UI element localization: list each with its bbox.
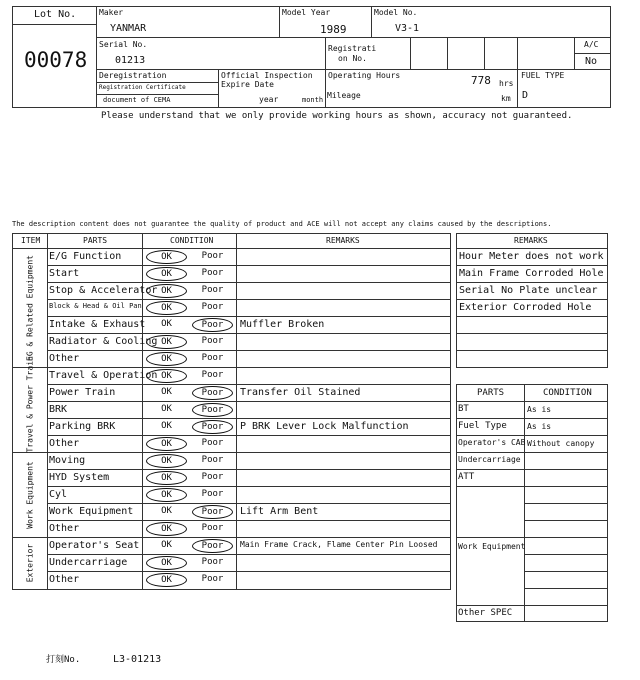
remark-line: Main Frame Corroded Hole [459, 268, 604, 279]
ok-marker-selected: OK [146, 556, 187, 570]
divider [96, 94, 218, 95]
part-label: Moving [49, 455, 86, 466]
row-divider [524, 605, 608, 606]
part-label: Power Train [49, 387, 116, 398]
ok-marker: OK [161, 404, 172, 414]
row-divider [524, 554, 608, 555]
right-part-condition: As is [527, 422, 552, 431]
divider [12, 24, 96, 25]
part-label: Start [49, 268, 80, 279]
col-condition-header: CONDITION [170, 236, 214, 245]
row-divider [456, 605, 524, 606]
stamp-value: L3-01213 [113, 654, 162, 665]
ok-marker-selected: OK [146, 454, 187, 468]
poor-marker: Poor [201, 523, 224, 533]
part-label: BRK [49, 404, 68, 415]
registration-label: on No. [338, 54, 367, 63]
part-label: Parking BRK [49, 421, 116, 432]
row-divider [47, 486, 451, 487]
remark-line: Serial No Plate unclear [459, 285, 598, 296]
poor-marker: Poor [201, 370, 224, 380]
disclaimer: The description content does not guarantee the quality of product and ACE will not accept any claims caused by the descriptions. [12, 220, 552, 228]
row-divider [524, 520, 608, 521]
official-inspection-label: Official Inspection [221, 71, 313, 80]
group-label: Work Equipment [25, 460, 34, 529]
ok-marker-selected: OK [146, 471, 187, 485]
part-label: Work Equipment [49, 506, 134, 517]
hours-note: Please understand that we only provide working hours as shown, accuracy not guaranteed. [101, 111, 573, 121]
right-part-condition: Without canopy [527, 439, 595, 448]
operating-hours-value: 778 [471, 74, 491, 87]
ok-marker-selected: OK [146, 437, 187, 451]
col-item-header: ITEM [21, 236, 41, 245]
remark-text: Main Frame Crack, Flame Center Pin Loosed [240, 540, 438, 549]
ok-marker: OK [161, 540, 172, 550]
right-part-label: Operator's CAB [458, 438, 526, 447]
right-condition-header: CONDITION [543, 388, 592, 398]
right-remarks-header: REMARKS [514, 236, 548, 245]
part-label: Other [49, 438, 80, 449]
part-label: Other [49, 574, 80, 585]
row-divider [47, 282, 451, 283]
ok-marker: OK [161, 319, 172, 329]
poor-marker: Poor [201, 302, 224, 312]
cema-document-label: document of CEMA [103, 96, 171, 104]
row-divider [12, 537, 451, 538]
poor-marker-selected: Poor [192, 505, 233, 519]
row-divider [456, 537, 524, 538]
row-divider [47, 316, 451, 317]
poor-marker: Poor [201, 285, 224, 295]
serial-value: 01213 [115, 55, 146, 66]
poor-marker-selected: Poor [192, 539, 233, 553]
right-parts-header: PARTS [477, 388, 505, 398]
divider [12, 248, 451, 249]
ok-marker: OK [161, 506, 172, 516]
divider [410, 37, 411, 69]
fuel-type-label: FUEL TYPE [521, 71, 565, 80]
ok-marker: OK [161, 387, 172, 397]
row-divider [456, 282, 608, 283]
poor-marker-selected: Poor [192, 318, 233, 332]
lot-label: Lot No. [34, 9, 77, 20]
col-parts-header: PARTS [83, 236, 108, 245]
year-label: year [259, 95, 279, 104]
divider [456, 401, 608, 402]
ac-value: No [585, 56, 598, 67]
divider [218, 69, 219, 108]
hrs-unit: hrs [499, 79, 514, 88]
right-part-condition: As is [527, 405, 552, 414]
remark-text: Transfer Oil Stained [240, 387, 361, 398]
row-divider [47, 469, 451, 470]
right-part-label: ATT [458, 472, 475, 482]
row-divider [12, 367, 451, 368]
row-divider [456, 333, 608, 334]
col-remarks-header: REMARKS [326, 236, 360, 245]
part-label: Undercarriage [49, 557, 128, 568]
row-divider [47, 384, 451, 385]
part-label: HYD System [49, 472, 110, 483]
row-divider [47, 299, 451, 300]
row-divider [456, 316, 608, 317]
row-divider [524, 588, 608, 589]
part-label: Operator's Seat [49, 540, 140, 551]
model-no-label: Model No. [374, 8, 418, 17]
model-year-label: Model Year [282, 8, 331, 17]
ok-marker-selected: OK [146, 488, 187, 502]
ok-marker-selected: OK [146, 335, 187, 349]
remark-text: Lift Arm Bent [240, 506, 319, 517]
row-divider [456, 486, 608, 487]
month-label: month [302, 96, 324, 104]
divider [456, 248, 608, 249]
row-divider [47, 520, 451, 521]
mileage-label: Mileage [327, 91, 361, 100]
part-label: Other [49, 523, 80, 534]
part-label: E/G Function [49, 251, 122, 262]
ok-marker-selected: OK [146, 369, 187, 383]
ok-marker-selected: OK [146, 301, 187, 315]
divider [96, 37, 611, 38]
work-equipment-label: Work Equipment [458, 542, 526, 551]
ok-marker-selected: OK [146, 284, 187, 298]
right-part-label: Undercarriage [458, 455, 521, 464]
expire-date-label: Expire Date [221, 80, 274, 89]
maker-label: Maker [99, 8, 124, 17]
part-label: Other [49, 353, 80, 364]
row-divider [456, 265, 608, 266]
part-label: Block & Head & Oil Pan [49, 302, 142, 310]
poor-marker-selected: Poor [192, 420, 233, 434]
divider [96, 69, 611, 70]
poor-marker: Poor [201, 438, 224, 448]
poor-marker: Poor [201, 472, 224, 482]
poor-marker: Poor [201, 353, 224, 363]
deregistration-label: Deregistration [99, 71, 167, 80]
part-label: Cyl [49, 489, 68, 500]
poor-marker: Poor [201, 336, 224, 346]
divider [96, 82, 218, 83]
divider [447, 37, 448, 69]
part-label: Travel & Operation [49, 370, 158, 381]
row-divider [47, 333, 451, 334]
ok-marker-selected: OK [146, 250, 187, 264]
row-divider [47, 265, 451, 266]
km-unit: km [501, 94, 511, 103]
remark-line: Exterior Corroded Hole [459, 302, 592, 313]
group-label: Travel & Power Train [25, 355, 34, 452]
ac-label: A/C [584, 40, 599, 49]
poor-marker-selected: Poor [192, 386, 233, 400]
right-part-label: Fuel Type [458, 421, 507, 431]
group-label: EG & Related Equipment [25, 254, 34, 361]
row-divider [524, 503, 608, 504]
registration-certificate-label: Registration Certificate [99, 84, 186, 91]
operating-hours-label: Operating Hours [328, 71, 401, 80]
row-divider [47, 571, 451, 572]
poor-marker-selected: Poor [192, 403, 233, 417]
ok-marker-selected: OK [146, 352, 187, 366]
row-divider [456, 418, 608, 419]
right-part-label: BT [458, 404, 469, 414]
row-divider [47, 435, 451, 436]
row-divider [47, 554, 451, 555]
row-divider [456, 350, 608, 351]
divider [325, 37, 326, 108]
part-label: Radiator & Cooling [49, 336, 158, 347]
row-divider [456, 452, 608, 453]
serial-label: Serial No. [99, 40, 148, 49]
row-divider [47, 503, 451, 504]
model-year-value: 1989 [320, 23, 347, 36]
row-divider [456, 299, 608, 300]
lot-number: 00078 [24, 48, 88, 72]
divider [96, 6, 97, 108]
row-divider [456, 469, 608, 470]
row-divider [456, 435, 608, 436]
row-divider [47, 350, 451, 351]
ok-marker-selected: OK [146, 522, 187, 536]
model-no-value: V3-1 [395, 23, 420, 34]
poor-marker: Poor [201, 268, 224, 278]
row-divider [12, 452, 451, 453]
remark-line: Hour Meter does not work [459, 251, 604, 262]
divider [279, 6, 280, 37]
maker-value: YANMAR [110, 23, 147, 34]
divider [484, 37, 485, 69]
poor-marker: Poor [201, 455, 224, 465]
row-divider [524, 571, 608, 572]
row-divider [47, 401, 451, 402]
remark-text: Muffler Broken [240, 319, 325, 330]
row-divider [524, 537, 608, 538]
row-divider [47, 418, 451, 419]
part-label: Stop & Accelerator [49, 285, 158, 296]
poor-marker: Poor [201, 557, 224, 567]
other-spec-label: Other SPEC [458, 608, 513, 618]
divider [371, 6, 372, 37]
registration-label: Registrati [328, 44, 377, 53]
poor-marker: Poor [201, 251, 224, 261]
divider [574, 53, 611, 54]
fuel-type-value: D [522, 90, 529, 101]
remark-text: P BRK Lever Lock Malfunction [240, 421, 409, 432]
poor-marker: Poor [201, 489, 224, 499]
ok-marker-selected: OK [146, 267, 187, 281]
group-label: Exterior [25, 543, 34, 582]
ok-marker-selected: OK [146, 573, 187, 587]
poor-marker: Poor [201, 574, 224, 584]
stamp-label: 打刻No. [46, 655, 81, 665]
divider [517, 37, 518, 108]
part-label: Intake & Exhaust [49, 319, 146, 330]
ok-marker: OK [161, 421, 172, 431]
